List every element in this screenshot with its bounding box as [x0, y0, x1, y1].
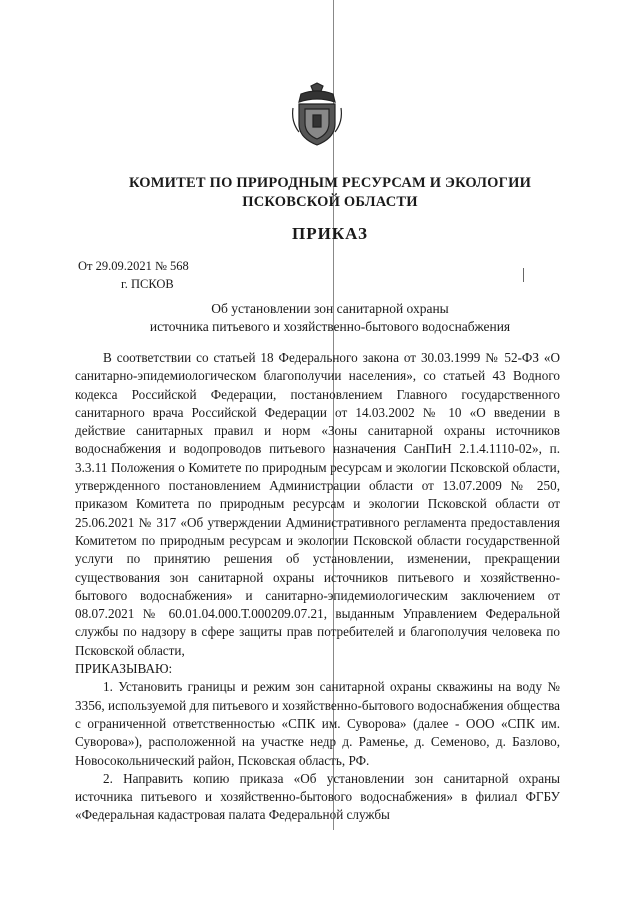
subject-line2: источника питьевого и хозяйственно-бытового водоснабжения: [149, 319, 511, 334]
coat-of-arms-icon: [291, 82, 343, 148]
committee-name-line2: ПСКОВСКОЙ ОБЛАСТИ: [242, 194, 418, 210]
order-item-1: 1. Установить границы и режим зон санитарной охраны скважины на воду № 3356, используемой для питьевого и хозяйственно-бытового водоснабжения общества с ограниченной ответственностью «СПК им. Суворова» (далее - ООО «СПК им. Суворова»), расположенной на участке недр д. Раменье, д. Семеново, д. Базлово, Новосокольнический район, Псковская область, РФ.: [75, 679, 560, 768]
document-body: [75, 349, 560, 825]
order-item-2: 2. Направить копию приказа «Об установлении зон санитарной охраны источника питьевого и хозяйственно-бытового водоснабжения» в филиал ФГБУ «Федеральная кадастровая палата Федеральной службы: [75, 770, 560, 823]
committee-name-line1: КОМИТЕТ ПО ПРИРОДНЫМ РЕСУРСАМ И ЭКОЛОГИИ: [128, 175, 532, 191]
scan-artifact-mark: [523, 268, 524, 282]
city: г. ПСКОВ: [121, 277, 174, 291]
date-number: От 29.09.2021 № 568: [78, 259, 189, 273]
subject-line1: Об установлении зон санитарной охраны: [211, 301, 449, 316]
order-word: ПРИКАЗЫВАЮ:: [75, 661, 173, 677]
preamble-paragraph: В соответствии со статьей 18 Федерального закона от 30.03.1999 № 52-ФЗ «О санитарно-эпидемиологическом благополучии населения», со статьей 43 Водного кодекса Российской Федерации, постановлением Главного государственного санитарного врача Российской Федерации от 14.03.2002 № 10 «О введении в действие санитарных правил и норм «Зоны санитарной охраны источников водоснабжения и водопроводов питьевого назначения СанПиН 2.1.4.1110-02», п. 3.3.11 Положения о Комитете по природным ресурсам и экологии Псковской области, утвержденного постановлением Администрации области от 13.07.2009 № 250, приказом Комитета по природным ресурсам и экологии Псковской области от 25.06.2021 № 317 «Об утверждении Административного регламента предоставления Комитетом по природным ресурсам и экологии Псковской области государственной услуги по принятию решения об установлении, изменении, прекращении существования зон санитарной охраны источников питьевого и хозяйственно-бытового водоснабжения» и санитарно-эпидемиологическим заключением от 08.07.2021 № 60.01.04.000.Т.000209.07.21, выданным Управлением Федеральной службы по надзору в сфере защиты прав потребителей и благополучия человека по Псковской области,: [75, 350, 560, 658]
document-title: ПРИКАЗ: [292, 224, 368, 243]
